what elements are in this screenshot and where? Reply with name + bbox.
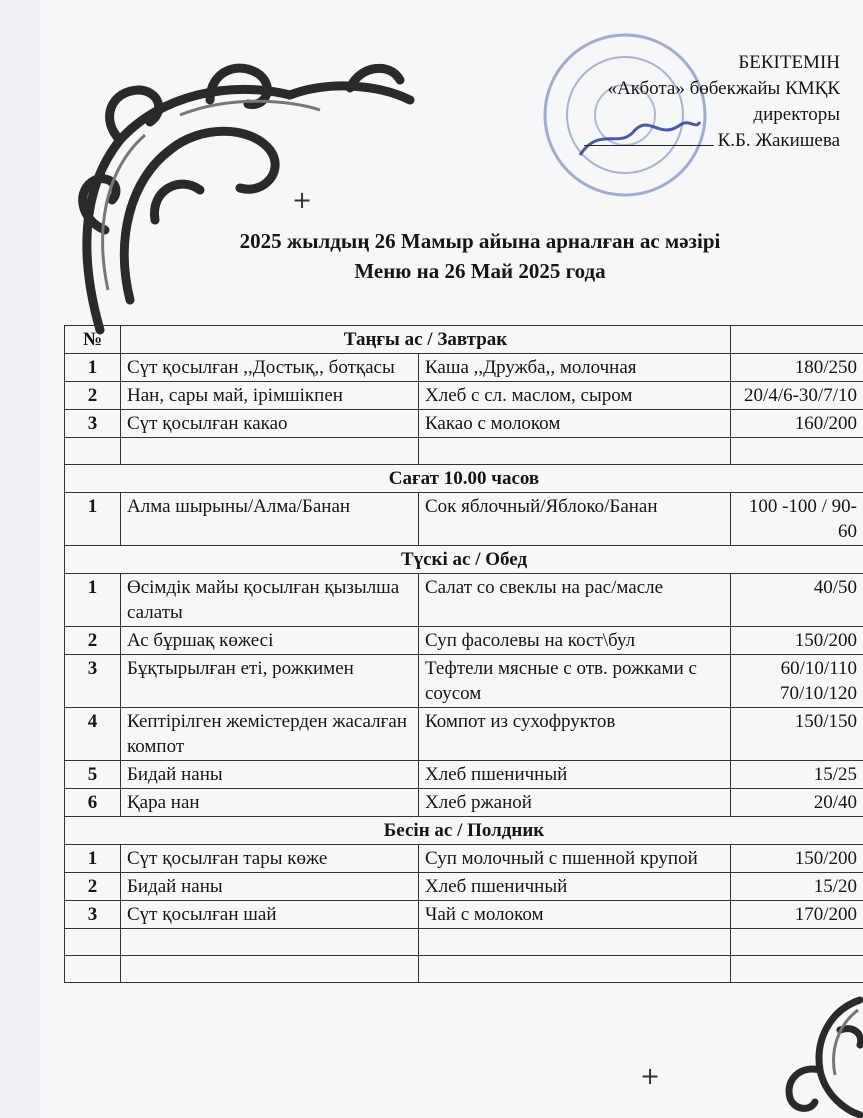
table-row: 3 Бұқтырылған еті, рожкимен Тефтели мясные с отв. рожками с соусом 60/10/110 70/10/120 — [65, 655, 863, 708]
table-row: 4 Кептірілген жемістерден жасалған компот Компот из сухофруктов 150/150 — [65, 708, 863, 761]
portion-size: 100 -100 / 90-60 — [731, 493, 863, 546]
portion-size: 180/250 — [731, 354, 863, 382]
table-row: 3 Сүт қосылған шай Чай с молоком 170/200 — [65, 901, 863, 929]
portion-size: 40/50 — [731, 574, 863, 627]
section-header-afternoon-snack — [65, 817, 863, 845]
empty-row — [65, 929, 863, 956]
approval-heading: БЕКІТЕМІН — [738, 52, 840, 73]
table-row: 5 Бидай наны Хлеб пшеничный 15/25 — [65, 761, 863, 789]
dish-name-kz: Бидай наны — [121, 873, 419, 901]
section-header-lunch — [65, 546, 863, 574]
dish-name-kz: Сүт қосылған ,,Достық,, ботқасы — [121, 354, 419, 382]
table-row: 1 Сүт қосылған тары көже Суп молочный с пшенной крупой 150/200 — [65, 845, 863, 873]
dish-name-ru: Сок яблочный/Яблоко/Банан — [419, 493, 731, 546]
portion-size: 170/200 — [731, 901, 863, 929]
approval-position: директоры — [753, 104, 840, 125]
dish-name-kz: Сүт қосылған какао — [121, 410, 419, 438]
dish-name-ru: Суп фасолевы на кост\бул — [419, 627, 731, 655]
signatory-name: К.Б. Жакишева — [717, 130, 840, 151]
table-row: 1 Алма шырыны/Алма/Банан Сок яблочный/Яблоко/Банан 100 -100 / 90-60 — [65, 493, 863, 546]
section-title: Түскі ас / Обед — [65, 546, 863, 574]
dish-name-ru: Каша ,,Дружба,, молочная — [419, 354, 731, 382]
empty-row — [65, 956, 863, 983]
table-row: 6 Қара нан Хлеб ржаной 20/40 — [65, 789, 863, 817]
dish-name-kz: Сүт қосылған шай — [121, 901, 419, 929]
section-title: Таңғы ас / Завтрак — [121, 326, 731, 354]
portion-size: 20/4/6-30/7/10 — [731, 382, 863, 410]
dish-name-kz: Өсімдік майы қосылған қызылша салаты — [121, 574, 419, 627]
table-row: 3 Сүт қосылған какао Какао с молоком 160/200 — [65, 410, 863, 438]
plus-mark: + — [292, 186, 313, 214]
dish-name-ru: Чай с молоком — [419, 901, 731, 929]
portion-size: 60/10/110 70/10/120 — [731, 655, 863, 708]
dish-name-kz: Қара нан — [121, 789, 419, 817]
section-header-snack — [65, 465, 863, 493]
menu-title-ru: Меню на 26 Май 2025 года — [354, 259, 606, 283]
dish-name-ru: Хлеб пшеничный — [419, 761, 731, 789]
dish-name-ru: Салат со свеклы на рас/масле — [419, 574, 731, 627]
plus-mark: + — [640, 1062, 661, 1090]
dish-name-ru: Компот из сухофруктов — [419, 708, 731, 761]
dish-name-ru: Тефтели мясные с отв. рожками с соусом — [419, 655, 731, 708]
approval-organization: «Акбота» бөбекжайы КМҚК — [607, 78, 840, 99]
table-row: 1 Өсімдік майы қосылған қызылша салаты Салат со свеклы на рас/масле 40/50 — [65, 574, 863, 627]
approval-block — [584, 50, 840, 154]
portion-size: 15/20 — [731, 873, 863, 901]
section-header-breakfast — [65, 326, 863, 354]
corner-ornament-icon — [60, 40, 420, 340]
dish-name-kz: Алма шырыны/Алма/Банан — [121, 493, 419, 546]
portion-size: 20/40 — [731, 789, 863, 817]
number-column-header: № — [65, 326, 121, 354]
table-row: 2 Бидай наны Хлеб пшеничный 15/20 — [65, 873, 863, 901]
portion-size: 150/200 — [731, 627, 863, 655]
portion-size: 15/25 — [731, 761, 863, 789]
dish-name-kz: Нан, сары май, ірімшікпен — [121, 382, 419, 410]
dish-name-ru: Хлеб пшеничный — [419, 873, 731, 901]
section-title: Сағат 10.00 часов — [65, 465, 863, 493]
dish-name-kz: Сүт қосылған тары көже — [121, 845, 419, 873]
portion-size: 150/200 — [731, 845, 863, 873]
dish-name-kz: Кептірілген жемістерден жасалған компот — [121, 708, 419, 761]
signature-line — [584, 145, 714, 146]
dish-name-ru: Хлеб ржаной — [419, 789, 731, 817]
dish-name-ru: Суп молочный с пшенной крупой — [419, 845, 731, 873]
table-row: 1 Сүт қосылған ,,Достық,, ботқасы Каша ,,Дружба,, молочная 180/250 — [65, 354, 863, 382]
corner-ornament-icon — [760, 990, 863, 1118]
table-row: 2 Ас бұршақ көжесі Суп фасолевы на кост\бул 150/200 — [65, 627, 863, 655]
dish-name-ru: Хлеб с сл. маслом, сыром — [419, 382, 731, 410]
dish-name-ru: Какао с молоком — [419, 410, 731, 438]
dish-name-kz: Ас бұршақ көжесі — [121, 627, 419, 655]
menu-title-kz: 2025 жылдың 26 Мамыр айына арналған ас мәзірі — [239, 229, 721, 253]
dish-name-kz: Бидай наны — [121, 761, 419, 789]
portion-size: 150/150 — [731, 708, 863, 761]
section-title: Бесін ас / Полдник — [65, 817, 863, 845]
empty-row — [65, 438, 863, 465]
approval-signatory — [584, 128, 840, 154]
menu-table — [64, 325, 863, 983]
dish-name-kz: Бұқтырылған еті, рожкимен — [121, 655, 419, 708]
table-row: 2 Нан, сары май, ірімшікпен Хлеб с сл. маслом, сыром 20/4/6-30/7/10 — [65, 382, 863, 410]
portion-size: 160/200 — [731, 410, 863, 438]
